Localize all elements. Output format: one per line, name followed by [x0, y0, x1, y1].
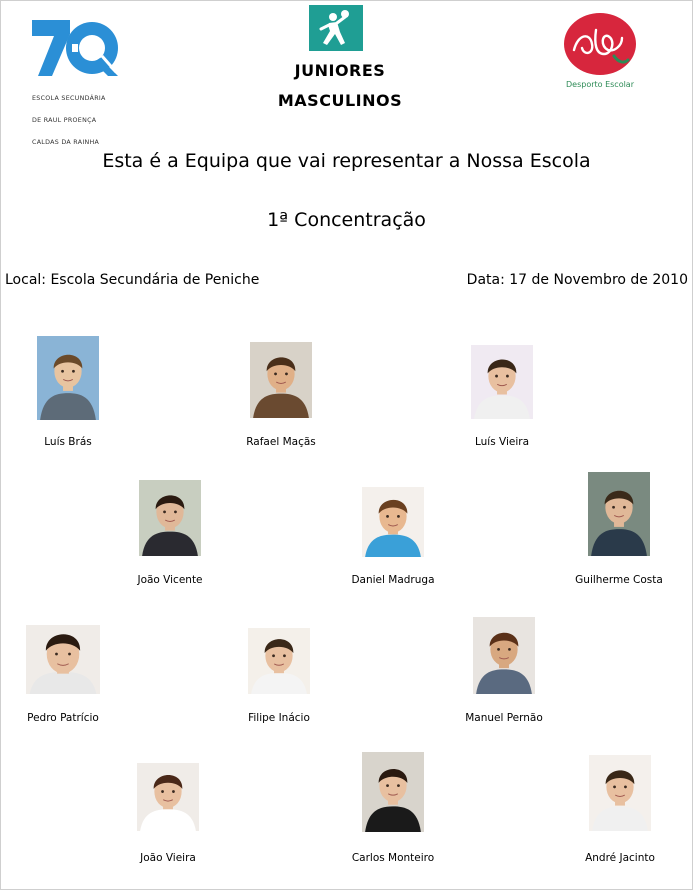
- player-name: João Vicente: [137, 574, 203, 586]
- player-name: André Jacinto: [585, 852, 655, 864]
- event-location: Local: Escola Secundária de Peniche: [5, 272, 260, 288]
- player-photo: [362, 487, 424, 557]
- desporto-escolar-label: Desporto Escolar: [565, 80, 634, 89]
- player-name: João Vieira: [140, 852, 196, 864]
- player-card: [444, 617, 564, 724]
- event-date: Data: 17 de Novembro de 2010: [466, 272, 688, 288]
- player-name: Pedro Patrício: [27, 712, 99, 724]
- player-card: [219, 628, 339, 724]
- player-card: [221, 342, 341, 448]
- player-name: Luís Brás: [44, 436, 92, 448]
- player-card: [333, 487, 453, 586]
- player-photo: [588, 472, 650, 556]
- player-card: [110, 480, 230, 586]
- title-line-2: MASCULINOS: [277, 91, 403, 110]
- volleyball-player-icon: [309, 5, 363, 51]
- player-photo: [139, 480, 201, 556]
- player-photo: [250, 342, 312, 418]
- player-photo: [471, 345, 533, 419]
- player-card: [3, 625, 123, 724]
- school-name: ESCOLA SECUNDÁRIA DE RAUL PROENÇA CALDAS DA RAINHA: [32, 94, 106, 147]
- player-card: [559, 472, 679, 586]
- player-name: Manuel Pernão: [465, 712, 543, 724]
- subheadline: 1ª Concentração: [267, 209, 426, 231]
- player-photo: [137, 763, 199, 831]
- player-card: [108, 763, 228, 864]
- player-photo: [362, 752, 424, 832]
- player-card: [8, 336, 128, 448]
- player-card: [333, 752, 453, 864]
- player-name: Guilherme Costa: [575, 574, 663, 586]
- player-card: [442, 345, 562, 448]
- player-photo: [26, 625, 100, 694]
- player-name: Rafael Maçãs: [246, 436, 316, 448]
- title-line-1: JUNIORES: [294, 61, 386, 80]
- player-photo: [589, 755, 651, 831]
- school-logo: [30, 18, 122, 147]
- player-name: Daniel Madruga: [351, 574, 435, 586]
- player-name: Luís Vieira: [474, 436, 530, 448]
- player-photo: [248, 628, 310, 694]
- desporto-escolar-logo: [556, 10, 646, 92]
- player-photo: [37, 336, 99, 420]
- headline: Esta é a Equipa que vai representar a Nossa Escola: [102, 150, 591, 172]
- player-name: Filipe Inácio: [248, 712, 310, 724]
- player-photo: [473, 617, 535, 694]
- player-name: Carlos Monteiro: [351, 852, 435, 864]
- player-card: [560, 755, 680, 864]
